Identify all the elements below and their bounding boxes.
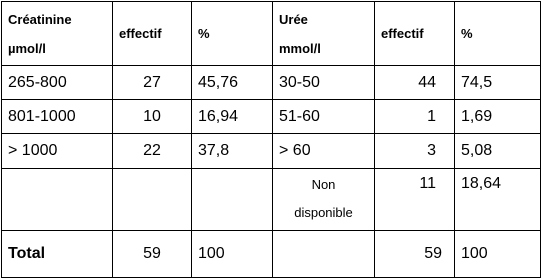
- table-row: [2, 134, 541, 168]
- results-table: [1, 1, 541, 278]
- header-uree-label: Urée: [279, 11, 308, 27]
- creat-effectif-cell: 10: [113, 100, 192, 134]
- creat-effectif-cell: 27: [113, 66, 192, 100]
- total-row: [2, 230, 541, 277]
- empty-cell: [113, 168, 192, 230]
- total-uree-pct: 100: [455, 230, 541, 277]
- creat-effectif-cell: 22: [113, 134, 192, 168]
- creat-pct-cell: 45,76: [192, 66, 273, 100]
- header-percent-2: %: [455, 2, 541, 66]
- uree-pct-cell: 5,08: [455, 134, 541, 168]
- creat-range-cell: 265-800: [2, 66, 113, 100]
- creat-pct-cell: 16,94: [192, 100, 273, 134]
- header-creatinine-label: Créatinine: [8, 11, 72, 27]
- total-creat-pct: 100: [192, 230, 273, 277]
- uree-range-cell: 30-50: [273, 66, 375, 100]
- total-uree-effectif: 59: [375, 230, 455, 277]
- table-row: [2, 66, 541, 100]
- not-available-line2: disponible: [294, 205, 353, 221]
- not-available-effectif-cell: 11: [375, 168, 455, 230]
- uree-range-cell: 51-60: [273, 100, 375, 134]
- total-creat-effectif: 59: [113, 230, 192, 277]
- not-available-line1: Non: [311, 177, 336, 193]
- uree-effectif-cell: 1: [375, 100, 455, 134]
- creat-pct-cell: 37,8: [192, 134, 273, 168]
- empty-cell: [2, 168, 113, 230]
- header-effectif-1: effectif: [113, 2, 192, 66]
- uree-range-cell: > 60: [273, 134, 375, 168]
- header-percent-1: %: [192, 2, 273, 66]
- header-creatinine: [2, 2, 113, 66]
- header-effectif-2: effectif: [375, 2, 455, 66]
- uree-pct-cell: 74,5: [455, 66, 541, 100]
- creat-range-cell: 801-1000: [2, 100, 113, 134]
- empty-cell: [273, 230, 375, 277]
- table-row-not-available: [2, 168, 541, 230]
- total-label: Total: [2, 230, 113, 277]
- uree-effectif-cell: 3: [375, 134, 455, 168]
- header-uree: [273, 2, 375, 66]
- header-uree-unit: mmol/l: [279, 40, 321, 56]
- empty-cell: [192, 168, 273, 230]
- header-row: [2, 2, 541, 66]
- uree-effectif-cell: 44: [375, 66, 455, 100]
- not-available-pct-cell: 18,64: [455, 168, 541, 230]
- uree-pct-cell: 1,69: [455, 100, 541, 134]
- creat-range-cell: > 1000: [2, 134, 113, 168]
- not-available-cell: [273, 168, 375, 230]
- header-creatinine-unit: µmol/l: [8, 40, 46, 56]
- table-row: [2, 100, 541, 134]
